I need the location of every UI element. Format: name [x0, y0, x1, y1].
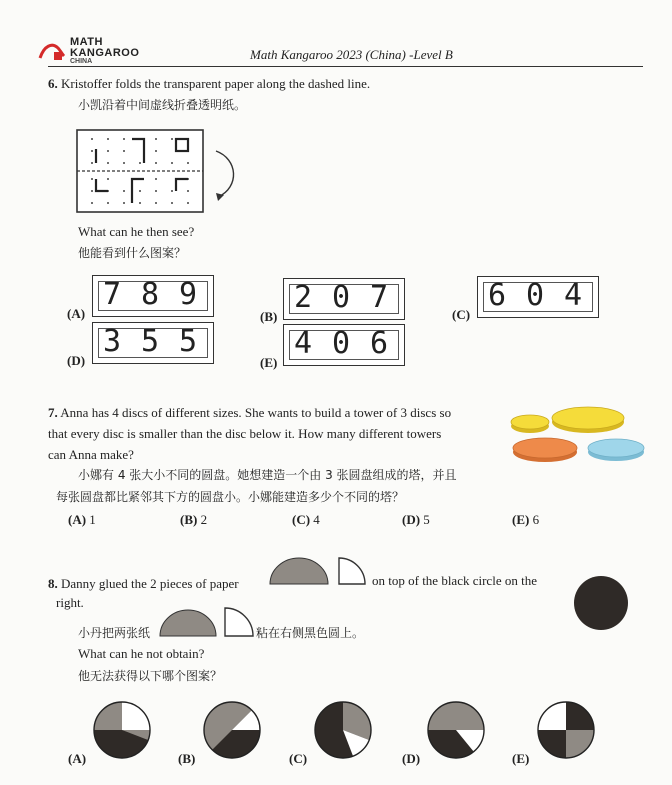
digit: 6: [488, 278, 507, 313]
q8-option-c-label[interactable]: (C): [289, 751, 308, 766]
q8-option-a-label[interactable]: (A): [68, 751, 87, 766]
q6-ask-en: What can he then see?: [78, 224, 195, 239]
q7-option-c[interactable]: (C) 4: [292, 512, 320, 527]
gray-semicircle-piece-cn: [158, 608, 218, 638]
logo-line-3: CHINA: [70, 58, 93, 65]
q6-option-b-label[interactable]: (B): [260, 309, 278, 324]
q8-text-c: right.: [56, 595, 84, 610]
q8-text-a: 8. Danny glued the 2 pieces of paper: [48, 576, 239, 591]
q7-discs-figure: [508, 400, 658, 470]
q8-option-b-circle[interactable]: [202, 700, 262, 760]
q6-option-d-display[interactable]: [92, 322, 214, 364]
q6-text-cn: 小凯沿着中间虚线折叠透明纸。: [78, 98, 247, 112]
digit: 0: [526, 278, 545, 313]
digit: 5: [179, 324, 198, 359]
q6-option-c-label[interactable]: (C): [452, 307, 471, 322]
q7-line-1: Anna has 4 discs of different sizes. She wants to build a tower of 3 discs so: [60, 405, 452, 420]
q7-option-e[interactable]: (E) 6: [512, 512, 540, 527]
q7-number: 7.: [48, 405, 58, 420]
q6-fold-figure: [76, 129, 246, 215]
kangaroo-logo-icon: [38, 40, 66, 62]
q6-text-en: Kristoffer folds the transparent paper along the dashed line.: [61, 76, 371, 91]
white-quarter-piece: [336, 556, 368, 586]
gray-semicircle-piece: [268, 556, 330, 586]
q7-line-2: that every disc is smaller than the disc below it. How many different towers: [48, 426, 442, 441]
disc-large-yellow: [552, 407, 624, 433]
digit: 0: [332, 280, 351, 315]
q6-option-a-label[interactable]: (A): [67, 306, 86, 321]
digit: 8: [141, 277, 160, 312]
logo-line-2: KANGAROO: [70, 47, 140, 59]
q8-option-d-circle[interactable]: [426, 700, 486, 760]
q7-option-d[interactable]: (D) 5: [402, 512, 430, 527]
header-divider: [48, 66, 643, 67]
q7-line-3: can Anna make?: [48, 447, 134, 462]
q6-option-e-label[interactable]: (E): [260, 355, 278, 370]
q6-option-c-display[interactable]: [477, 276, 599, 318]
q8-option-a-circle[interactable]: [92, 700, 152, 760]
q6-number: 6.: [48, 76, 58, 91]
q7-cn-1: 小娜有 4 张大小不同的圆盘。她想建造一个由 3 张圆盘组成的塔，并且: [78, 468, 457, 482]
q8-ask-cn: 他无法获得以下哪个图案？: [78, 669, 223, 683]
disc-small-yellow: [511, 415, 549, 433]
digit: 6: [370, 326, 389, 361]
white-quarter-piece-cn: [222, 606, 254, 638]
q6-text: [48, 73, 370, 94]
q8-cn-a: 小丹把两张纸: [78, 626, 151, 640]
digit: 7: [103, 277, 122, 312]
digit: 0: [332, 326, 351, 361]
q8-number: 8.: [48, 576, 58, 591]
q7-option-a[interactable]: (A) 1: [68, 512, 96, 527]
digit: 4: [564, 278, 583, 313]
digit: 4: [294, 326, 313, 361]
q8-option-e-circle[interactable]: [536, 700, 596, 760]
digit: 9: [179, 277, 198, 312]
digit: 5: [141, 324, 160, 359]
q7-text: [48, 402, 498, 465]
digit: 3: [103, 324, 122, 359]
disc-orange: [513, 438, 577, 462]
q8-cn-b: 粘在右侧黑色圆上。: [256, 626, 365, 640]
black-circle-figure: [572, 574, 630, 632]
q8-option-b-label[interactable]: (B): [178, 751, 196, 766]
q7-option-b[interactable]: (B) 2: [180, 512, 208, 527]
q8-text-b: on top of the black circle on the: [372, 573, 537, 588]
logo-line-1: MATH: [70, 36, 103, 48]
q6-option-d-label[interactable]: (D): [67, 353, 86, 368]
math-kangaroo-logo: [38, 34, 148, 68]
q8-option-c-circle[interactable]: [313, 700, 373, 760]
digit: 2: [294, 280, 313, 315]
q8-ask-en: What can he not obtain?: [78, 646, 205, 661]
q7-cn-2: 每张圆盘都比紧邻其下方的圆盘小。小娜能建造多少个不同的塔？: [56, 490, 405, 504]
q8-option-d-label[interactable]: (D): [402, 751, 421, 766]
digit: 7: [370, 280, 389, 315]
q8-option-e-label[interactable]: (E): [512, 751, 530, 766]
q6-option-a-display[interactable]: [92, 275, 214, 317]
q6-ask-cn: 他能看到什么图案？: [78, 246, 187, 260]
q6-option-b-display[interactable]: [283, 278, 405, 320]
page-title: Math Kangaroo 2023 (China) -Level B: [250, 47, 453, 62]
q6-option-e-display[interactable]: [283, 324, 405, 366]
disc-blue: [588, 439, 644, 461]
